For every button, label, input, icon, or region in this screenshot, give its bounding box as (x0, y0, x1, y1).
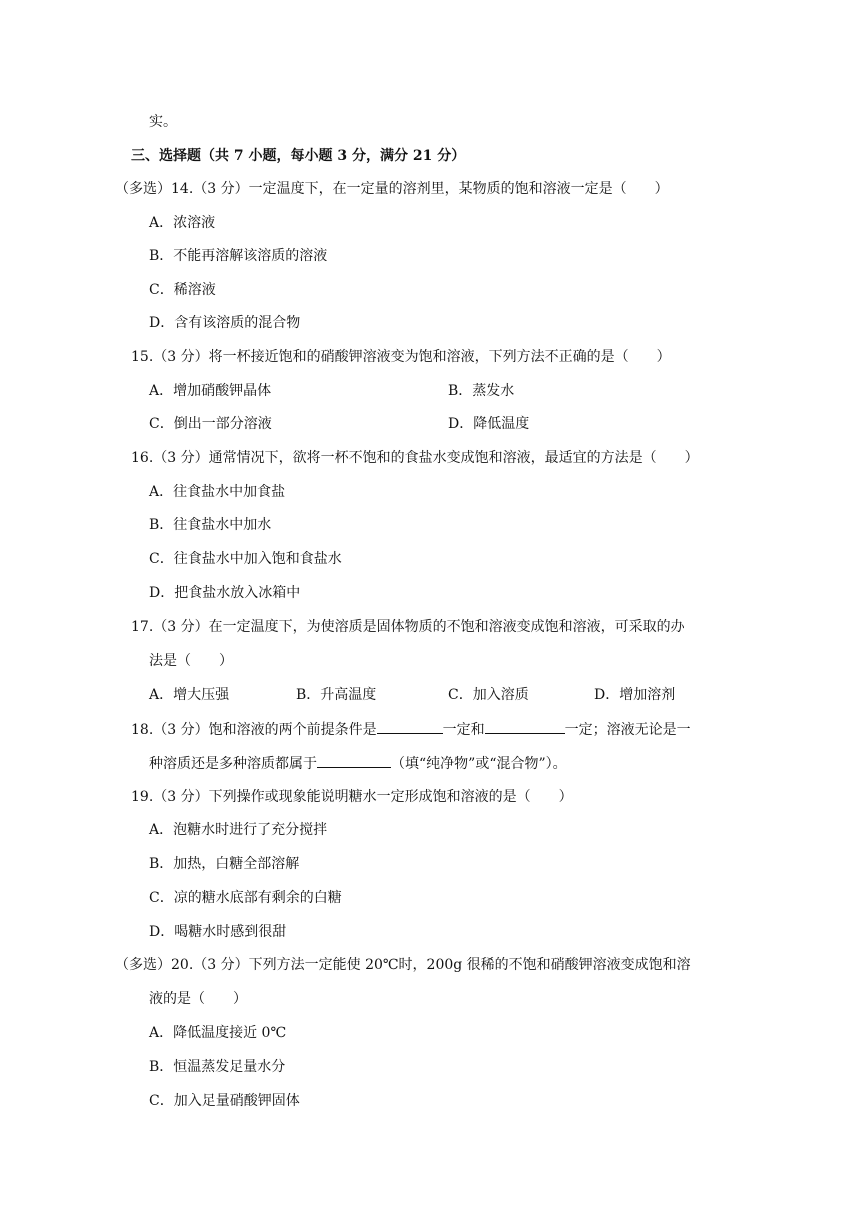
answer-blank-1[interactable] (377, 719, 443, 734)
question-20-stem-line2: 液的是（ ） (149, 991, 247, 1007)
question-16-option-a: A．往食盐水中加食盐 (149, 484, 286, 500)
question-18-text-4: 种溶质还是多种溶质都属于 (149, 756, 317, 772)
question-18-text-5: （填“纯净物”或“混合物”）。 (391, 756, 567, 772)
question-18-text-3: 一定；溶液无论是一 (564, 722, 691, 738)
question-16-option-b: B．往食盐水中加水 (149, 517, 272, 533)
section-title: 三、选择题（共 7 小题，每小题 3 分，满分 21 分） (131, 148, 466, 164)
question-20-option-a: A．降低温度接近 0℃ (149, 1025, 287, 1041)
question-17-stem-line2: 法是（ ） (149, 653, 233, 669)
question-14-option-c: C．稀溶液 (149, 282, 216, 298)
question-18-text-2: 一定和 (442, 722, 485, 738)
question-19-option-d: D．喝糖水时感到很甜 (149, 924, 287, 940)
question-20-stem-line1: （多选）20.（3 分）下列方法一定能使 20℃时，200g 很稀的不饱和硝酸钾溶液变成饱和溶 (115, 957, 691, 973)
top-fragment: 实。 (149, 114, 177, 130)
question-17-option-a: A．增大压强 (149, 687, 230, 703)
question-14-option-a: A．浓溶液 (149, 215, 216, 231)
question-19-option-b: B．加热，白糖全部溶解 (149, 856, 300, 872)
question-17-option-b: B．升高温度 (296, 687, 377, 703)
question-18-text-1: 18.（3 分）饱和溶液的两个前提条件是 (131, 722, 377, 738)
question-14-option-b: B．不能再溶解该溶质的溶液 (149, 248, 328, 264)
question-18-line1 (131, 719, 691, 740)
question-19-option-a: A．泡糖水时进行了充分搅拌 (149, 822, 328, 838)
answer-blank-3[interactable] (317, 753, 391, 768)
question-17-stem-line1: 17.（3 分）在一定温度下，为使溶质是固体物质的不饱和溶液变成饱和溶液，可采取的办 (131, 619, 685, 635)
question-15-option-c: C．倒出一部分溶液 (149, 416, 272, 432)
question-14-stem: （多选）14.（3 分）一定温度下，在一定量的溶剂里，某物质的饱和溶液一定是（ ） (115, 181, 669, 197)
question-17-option-c: C．加入溶质 (448, 687, 529, 703)
question-18-line2 (149, 753, 567, 774)
question-16-option-d: D．把食盐水放入冰箱中 (149, 585, 301, 601)
answer-blank-2[interactable] (485, 719, 565, 734)
question-15-option-a: A．增加硝酸钾晶体 (149, 383, 272, 399)
question-17-option-d: D．增加溶剂 (594, 687, 676, 703)
question-14-option-d: D．含有该溶质的混合物 (149, 315, 301, 331)
question-19-option-c: C．凉的糖水底部有剩余的白糖 (149, 890, 342, 906)
question-20-option-b: B．恒温蒸发足量水分 (149, 1059, 286, 1075)
question-16-stem: 16.（3 分）通常情况下，欲将一杯不饱和的食盐水变成饱和溶液，最适宜的方法是（ ） (131, 450, 699, 466)
question-15-option-b: B．蒸发水 (448, 383, 515, 399)
question-15-stem: 15.（3 分）将一杯接近饱和的硝酸钾溶液变为饱和溶液，下列方法不正确的是（ ） (131, 349, 671, 365)
question-20-option-c: C．加入足量硝酸钾固体 (149, 1093, 300, 1109)
question-19-stem: 19.（3 分）下列操作或现象能说明糖水一定形成饱和溶液的是（ ） (131, 789, 573, 805)
question-16-option-c: C．往食盐水中加入饱和食盐水 (149, 551, 342, 567)
question-15-option-d: D．降低温度 (448, 416, 530, 432)
